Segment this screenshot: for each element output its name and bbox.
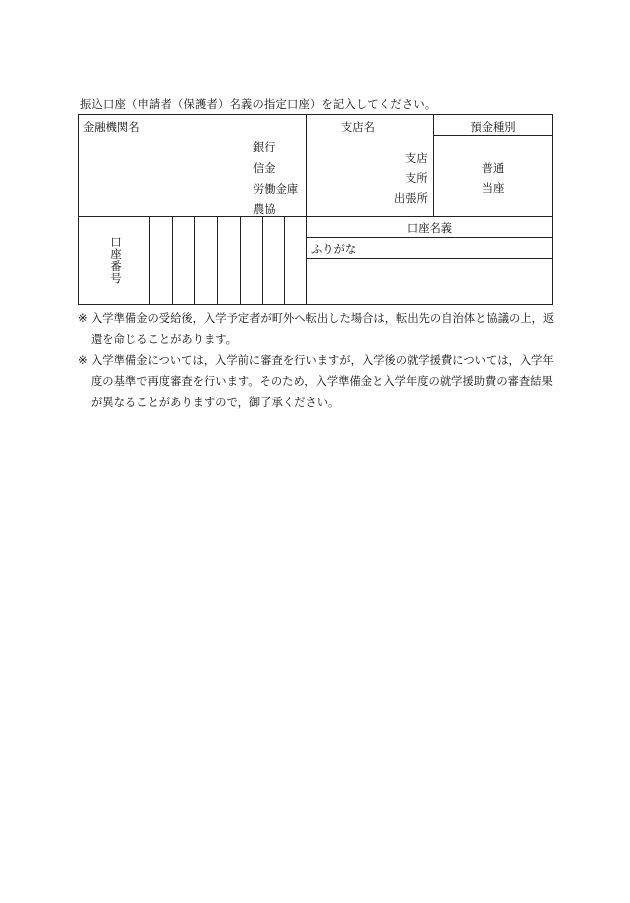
- account-digit-box[interactable]: [241, 217, 262, 305]
- branch-type-option[interactable]: 支所: [405, 172, 428, 185]
- bank-type-option[interactable]: 農協: [253, 203, 276, 216]
- bank-type-option[interactable]: 労働金庫: [253, 183, 299, 196]
- branch-type-option[interactable]: 出張所: [394, 192, 428, 205]
- account-digit-box[interactable]: [263, 217, 284, 305]
- note-text: 入学準備金については，入学前に審査を行いますが，入学後の就学援費については，入学年度の基準で再度審査を行います。そのため，入学準備金と入学年度の就学援助費の審査結果が異なることがありますので，御了承ください。: [91, 354, 554, 409]
- furigana-field[interactable]: [369, 238, 552, 258]
- account-digit-box[interactable]: [218, 217, 240, 305]
- bank-name-header: 金融機関名: [83, 121, 140, 134]
- note-mark: ※: [78, 354, 88, 367]
- note-item: [78, 308, 558, 350]
- note-text: 入学準備金の受給後，入学予定者が町外へ転出した場合は，転出先の自治体と協議の上，返還を命じることがあります。: [91, 312, 555, 346]
- deposit-header-divider: [433, 135, 553, 136]
- deposit-type-option[interactable]: 普通: [481, 162, 505, 175]
- note-mark: ※: [78, 312, 88, 325]
- form-heading: 振込口座（申請者（保護者）名義の指定口座）を記入してください。: [80, 98, 437, 111]
- bank-account-form: [78, 114, 553, 305]
- account-digit-box[interactable]: [195, 217, 217, 305]
- account-digit-box[interactable]: [173, 217, 194, 305]
- account-number-label: 口座番号: [110, 236, 122, 285]
- note-item: [78, 350, 558, 413]
- bank-type-option[interactable]: 信金: [253, 162, 276, 175]
- account-digit-box[interactable]: [150, 217, 172, 305]
- account-holder-header: 口座名義: [406, 222, 453, 235]
- deposit-type-option[interactable]: 当座: [481, 182, 505, 195]
- branch-type-option[interactable]: 支店: [405, 152, 428, 165]
- bank-type-option[interactable]: 銀行: [253, 141, 276, 154]
- branch-name-header: 支店名: [341, 121, 375, 134]
- deposit-type-header: 預金種別: [470, 121, 516, 134]
- notes: [78, 308, 558, 413]
- account-holder-field[interactable]: [307, 259, 552, 304]
- furigana-label: ふりがな: [311, 243, 357, 256]
- account-digit-box[interactable]: [285, 217, 306, 305]
